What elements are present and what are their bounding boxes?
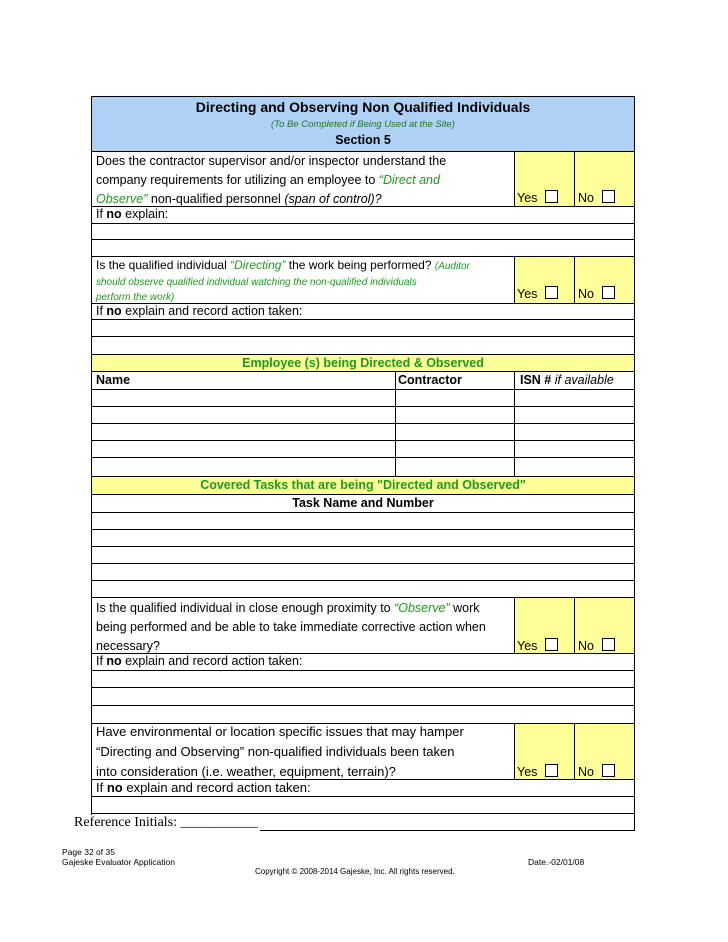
q1-line1: Does the contractor supervisor and/or inspector understand the xyxy=(96,154,447,168)
employee-row-2-isn[interactable] xyxy=(514,406,635,424)
q3-no-option xyxy=(578,638,615,653)
form-subtitle: (To Be Completed if Being Used at the Site) xyxy=(271,119,455,130)
employee-row-5-name[interactable] xyxy=(91,457,396,477)
q3-no-checkbox[interactable] xyxy=(602,638,615,651)
no-label: No xyxy=(578,639,594,653)
col-name-header xyxy=(91,371,396,390)
q4-yes-option xyxy=(517,764,558,779)
q4-line1: Have environmental or location specific issues that may hamper xyxy=(96,724,464,739)
footer-date: Date.-02/01/08 xyxy=(528,857,585,867)
q2-explain-line-1[interactable] xyxy=(91,319,635,337)
employee-row-2-name[interactable] xyxy=(91,406,396,424)
q1-yes-option xyxy=(517,190,558,205)
employee-row-4-contractor[interactable] xyxy=(395,440,515,458)
q1-line2: company requirements for utilizing an employee to “Direct and xyxy=(96,173,440,187)
q3-line3: necessary? xyxy=(96,639,160,653)
q3-explain-line-2[interactable] xyxy=(91,687,635,706)
employee-row-3-contractor[interactable] xyxy=(395,423,515,441)
task-row-4[interactable] xyxy=(91,563,635,581)
employee-row-5-contractor[interactable] xyxy=(395,457,515,477)
q3-line1: Is the qualified individual in close enough proximity to “Observe” work xyxy=(96,601,480,615)
employee-row-2-contractor[interactable] xyxy=(395,406,515,424)
q4-line3: into consideration (i.e. weather, equipment, terrain)? xyxy=(96,764,396,779)
form-title: Directing and Observing Non Qualified Individuals xyxy=(195,99,531,115)
section-label: Section 5 xyxy=(335,133,391,147)
task-row-3[interactable] xyxy=(91,546,635,564)
q1-line3: Observe” non-qualified personnel (span of control)? xyxy=(96,192,382,206)
q3-line2: being performed and be able to take immediate corrective action when xyxy=(96,620,486,634)
q1-explain-label: If no explain: xyxy=(96,207,169,221)
employee-row-1-name[interactable] xyxy=(91,389,396,407)
employees-heading: Employee (s) being Directed & Observed xyxy=(242,356,484,370)
q2-no-option xyxy=(578,286,615,301)
col-contractor-label: Contractor xyxy=(398,373,462,387)
q3-yes-checkbox[interactable] xyxy=(545,638,558,651)
q2-explain-label: If no explain and record action taken: xyxy=(96,304,303,318)
q4-line2: “Directing and Observing” non-qualified individuals been taken xyxy=(96,744,455,759)
employee-row-3-isn[interactable] xyxy=(514,423,635,441)
employee-row-5-isn[interactable] xyxy=(514,457,635,477)
no-label: No xyxy=(578,287,594,301)
yes-label: Yes xyxy=(517,287,538,301)
footer-page-number: Page 32 of 35 xyxy=(62,847,115,857)
reference-initials: Reference Initials: ___________ xyxy=(74,815,258,830)
tasks-subheading: Task Name and Number xyxy=(292,496,434,510)
yes-label: Yes xyxy=(517,191,538,205)
q4-yes-checkbox[interactable] xyxy=(545,764,558,777)
footer-app-name: Gajeske Evaluator Application xyxy=(62,857,175,867)
q4-no-checkbox[interactable] xyxy=(602,764,615,777)
q1-no-option xyxy=(578,190,615,205)
q2-explain-line-2[interactable] xyxy=(91,336,635,355)
q1-explain-row[interactable] xyxy=(91,206,635,224)
q1-yes-checkbox[interactable] xyxy=(545,190,558,203)
q1-text xyxy=(96,152,446,209)
q4-text xyxy=(96,722,464,782)
employee-row-4-name[interactable] xyxy=(91,440,396,458)
yes-label: Yes xyxy=(517,765,538,779)
q3-explain-label: If no explain and record action taken: xyxy=(96,654,303,668)
no-label: No xyxy=(578,765,594,779)
employee-row-3-name[interactable] xyxy=(91,423,396,441)
task-row-1[interactable] xyxy=(91,512,635,530)
q2-text xyxy=(96,257,470,305)
task-row-5[interactable] xyxy=(91,580,635,598)
col-isn-label: ISN # if available xyxy=(520,373,614,387)
q3-text xyxy=(96,599,486,656)
q3-explain-line-1[interactable] xyxy=(91,670,635,688)
col-name-label: Name xyxy=(96,373,131,387)
q4-explain-label: If no explain and record action taken: xyxy=(96,780,311,795)
q1-no-checkbox[interactable] xyxy=(602,190,615,203)
q1-explain-line-1[interactable] xyxy=(91,223,635,240)
footer-copyright: Copyright © 2008-2014 Gajeske, Inc. All rights reserved. xyxy=(255,867,455,876)
employee-row-4-isn[interactable] xyxy=(514,440,635,458)
q2-yes-option xyxy=(517,286,558,301)
q2-line1: Is the qualified individual “Directing” the work being performed? (Auditor xyxy=(96,258,470,272)
tasks-heading: Covered Tasks that are being "Directed and Observed" xyxy=(200,478,526,492)
employee-row-1-isn[interactable] xyxy=(514,389,635,407)
q1-explain-line-2[interactable] xyxy=(91,239,635,257)
q2-line3: perform the work) xyxy=(96,292,175,303)
employee-row-1-contractor[interactable] xyxy=(395,389,515,407)
task-row-2[interactable] xyxy=(91,529,635,547)
no-label: No xyxy=(578,191,594,205)
q2-no-checkbox[interactable] xyxy=(602,286,615,299)
yes-label: Yes xyxy=(517,639,538,653)
q4-no-option xyxy=(578,764,615,779)
q3-yes-option xyxy=(517,638,558,653)
q4-explain-line-1[interactable] xyxy=(91,796,635,814)
q2-line2: should observe qualified individual watching the non-qualified individuals xyxy=(96,277,417,288)
q2-yes-checkbox[interactable] xyxy=(545,286,558,299)
